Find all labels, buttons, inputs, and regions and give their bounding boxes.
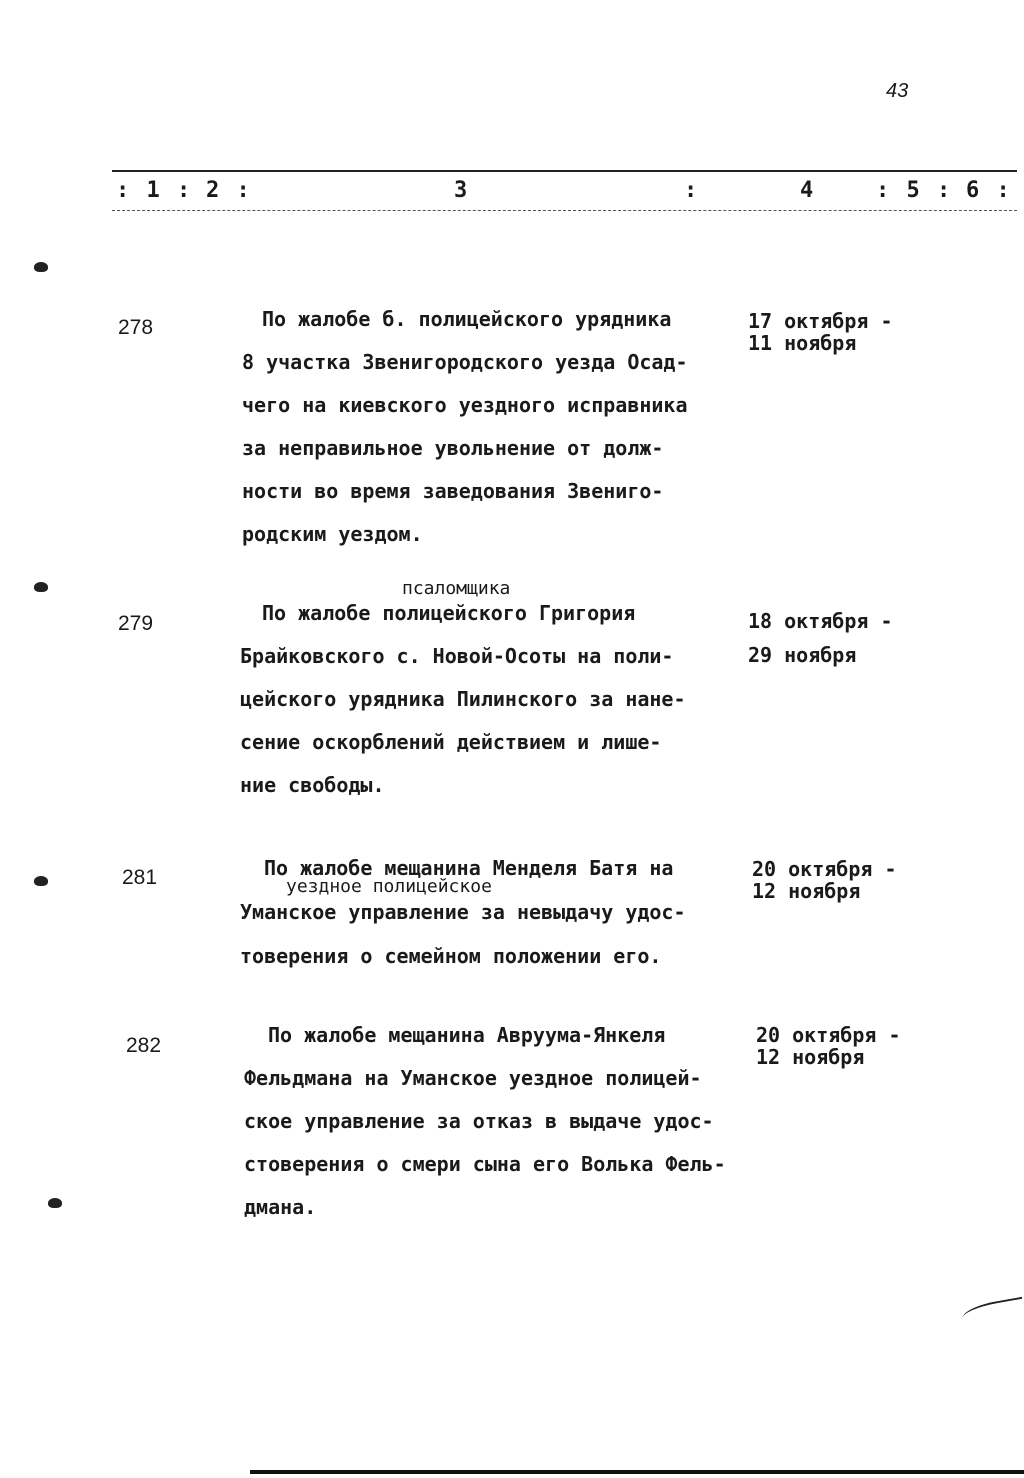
column-header-6: 6 :: [966, 178, 1012, 203]
punch-hole: [34, 262, 48, 272]
entry-description: [244, 1014, 754, 1229]
column-header-separator: :: [684, 178, 700, 203]
date-line: 17 октября -: [748, 309, 893, 333]
entry-date-range: [752, 858, 897, 902]
entry-description: [240, 592, 750, 807]
description-line: Уманское управление за невыдачу удос-: [240, 900, 686, 924]
header-rule-bottom: [112, 210, 1017, 211]
date-line: 18 октября -: [748, 609, 893, 633]
column-header-4: 4: [800, 178, 816, 203]
description-line: ности во время заведования Звениго-: [242, 479, 664, 503]
entry-description: [240, 846, 750, 978]
description-line: родским уездом.: [242, 522, 423, 546]
punch-hole: [34, 582, 48, 592]
description-line: цейского урядника Пилинского за нане-: [240, 687, 686, 711]
column-header-3: 3: [454, 178, 470, 203]
entry-date-range: [748, 604, 893, 672]
description-line: дмана.: [244, 1195, 317, 1219]
description-line: чего на киевского уездного исправника: [242, 393, 688, 417]
column-header-1: : 1 :: [116, 178, 193, 203]
description-line: сение оскорблений действием и лише-: [240, 730, 662, 754]
entry-number: 282: [126, 1034, 162, 1057]
date-line: 20 октября -: [756, 1023, 901, 1047]
punch-hole: [34, 876, 48, 886]
pen-mark: [961, 1297, 1024, 1325]
date-line: 12 ноября: [756, 1045, 865, 1069]
entry-date-range: [748, 310, 893, 354]
entry-number: 281: [122, 866, 158, 889]
description-line: стоверения о смери сына его Волька Фель-: [244, 1152, 726, 1176]
entry-number: 278: [118, 316, 154, 339]
description-line: Брайковского с. Новой-Осоты на поли-: [240, 644, 674, 668]
entry-date-range: [756, 1024, 901, 1068]
description-line: 8 участка Звенигородского уезда Осад-: [242, 350, 688, 374]
handwritten-insert: уездное полицейское: [286, 876, 492, 897]
handwritten-insert: псаломщика: [402, 578, 511, 599]
date-line: 20 октября -: [752, 857, 897, 881]
date-line: 12 ноября: [752, 879, 861, 903]
description-line: ское управление за отказ в выдаче удос-: [244, 1109, 714, 1133]
page-bottom-edge: [250, 1470, 1024, 1474]
date-line: 29 ноября: [748, 643, 857, 667]
punch-hole: [48, 1198, 62, 1208]
description-line: По жалобе мещанина Авруума-Янкеля: [268, 1023, 666, 1047]
header-rule-top: [112, 170, 1017, 172]
date-line: 11 ноября: [748, 331, 857, 355]
description-line: ние свободы.: [240, 773, 385, 797]
description-line: По жалобе б. полицейского урядника: [262, 307, 672, 331]
column-header-5: : 5 :: [876, 178, 953, 203]
description-line: По жалобе мещанина Менделя Батя на: [264, 856, 674, 880]
column-header-2: 2 :: [206, 178, 252, 203]
page-number: 43: [886, 80, 909, 102]
entry-description: [242, 298, 752, 556]
entry-number: 279: [118, 612, 154, 635]
description-line: По жалобе полицейского Григория: [262, 601, 636, 625]
description-line: Фельдмана на Уманское уездное полицей-: [244, 1066, 702, 1090]
description-line: за неправильное увольнение от долж-: [242, 436, 664, 460]
description-line: товерения о семейном положении его.: [240, 944, 662, 968]
